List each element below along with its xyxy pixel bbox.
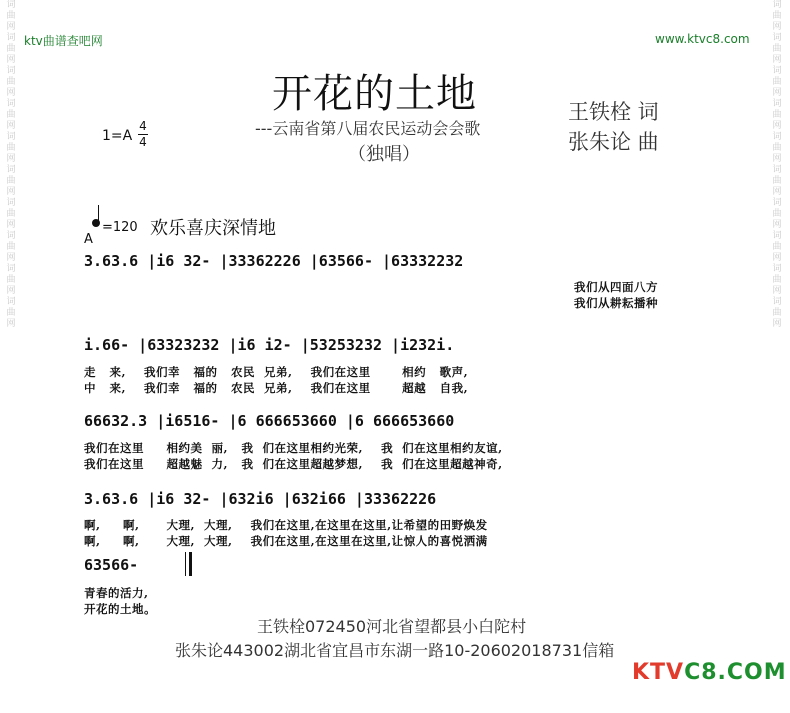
- tempo-note-head: [92, 219, 100, 227]
- logo-ktv: KTV: [632, 660, 685, 685]
- lyric-line-1a: 我们从四面八方: [574, 280, 658, 294]
- time-signature: [138, 120, 148, 149]
- tempo-marking: =120: [102, 220, 138, 235]
- lyricist-credit: 王铁栓 词: [568, 100, 659, 124]
- lyric-line-5b: 开花的土地。: [84, 602, 156, 616]
- performance-type: （独唱）: [348, 144, 420, 165]
- mood-marking: 欢乐喜庆深情地: [150, 218, 276, 239]
- final-barline-thin: [185, 552, 186, 576]
- site-logo[interactable]: [632, 660, 787, 685]
- watermark-left: 词曲网词曲网词曲网词曲网词曲网词曲网词曲网词曲网词曲网词曲网: [6, 0, 16, 329]
- time-top: 4: [139, 119, 147, 133]
- final-barline-thick: [189, 552, 192, 576]
- logo-domain: C8.COM: [684, 660, 787, 685]
- lyric-line-4a: 啊, 啊, 大理, 大理, 我们在这里,在这里在这里,让希望的田野焕发: [84, 518, 488, 532]
- lyric-line-1b: 我们从耕耘播种: [574, 296, 658, 310]
- lyric-line-3b: 我们在这里 超越魅 力, 我 们在这里超越梦想, 我 们在这里超越神奇,: [84, 457, 503, 471]
- score-line-3: 66632.3 |i6516- |6 666653660 |6 666653660: [84, 412, 455, 430]
- watermark-right: 词曲网词曲网词曲网词曲网词曲网词曲网词曲网词曲网词曲网词曲网: [772, 0, 782, 329]
- time-bottom: 4: [139, 135, 147, 149]
- key-signature: 1=A: [102, 128, 133, 144]
- author-address-2: 张朱论443002湖北省宜昌市东湖一路10-20602018731信箱: [175, 641, 615, 660]
- song-subtitle: ---云南省第八届农民运动会会歌: [255, 119, 481, 138]
- song-title: 开花的土地: [272, 71, 477, 117]
- lyric-line-3a: 我们在这里 相约美 丽, 我 们在这里相约光荣, 我 们在这里相约友谊,: [84, 441, 503, 455]
- composer-credit: 张朱论 曲: [568, 130, 659, 154]
- lyric-line-2a: 走 来, 我们幸 福的 农民 兄弟, 我们在这里 相约 歌声,: [84, 365, 469, 379]
- rehearsal-mark: A: [84, 232, 93, 247]
- lyric-line-4b: 啊, 啊, 大理, 大理, 我们在这里,在这里在这里,让惊人的喜悦洒满: [84, 534, 488, 548]
- site-name-left[interactable]: ktv曲谱查吧网: [24, 34, 103, 48]
- lyric-line-5a: 青春的活力,: [84, 586, 149, 600]
- score-line-2: i.66- |63323232 |i6 i2- |53253232 |i232i.: [84, 336, 455, 354]
- score-line-5: 63566-: [84, 556, 139, 574]
- author-address-1: 王铁栓072450河北省望都县小白陀村: [257, 617, 527, 636]
- score-line-1: 3.63.6 |i6 32- |33362226 |63566- |63332232: [84, 252, 464, 270]
- lyric-line-2b: 中 来, 我们幸 福的 农民 兄弟, 我们在这里 超越 自我,: [84, 381, 469, 395]
- score-line-4: 3.63.6 |i6 32- |632i6 |632i66 |33362226: [84, 490, 437, 508]
- site-url-right[interactable]: www.ktvc8.com: [655, 32, 750, 46]
